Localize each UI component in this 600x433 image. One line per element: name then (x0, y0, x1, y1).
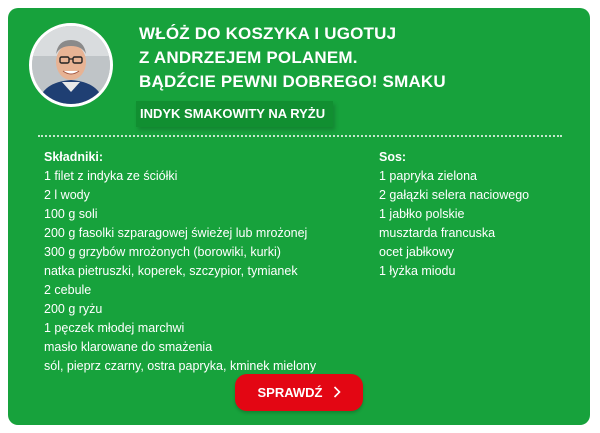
headline-line-1: WŁÓŻ DO KOSZYKA I UGOTUJ (139, 24, 397, 43)
chevron-right-icon (333, 386, 341, 400)
ingredient-item: 2 cebule (44, 283, 92, 297)
headline-line-2: Z ANDRZEJEM POLANEM. (139, 48, 358, 67)
sauce-item: ocet jabłkowy (379, 245, 455, 259)
ingredient-item: 200 g ryżu (44, 302, 103, 316)
headline-line-3: BĄDŹCIE PEWNI DOBREGO! SMAKU (139, 72, 446, 91)
ingredient-item: 100 g soli (44, 207, 98, 221)
check-button[interactable] (235, 374, 363, 411)
recipe-card (8, 8, 590, 425)
sauce-item: 1 łyżka miodu (379, 264, 456, 278)
sauce-item: 2 gałązki selera naciowego (379, 188, 530, 202)
ingredient-item: sól, pieprz czarny, ostra papryka, kminek mielony (44, 359, 317, 373)
sauce-item: 1 jabłko polskie (379, 207, 465, 221)
ingredient-item: 2 l wody (44, 188, 90, 202)
headline (139, 22, 579, 94)
sauce-title: Sos: (379, 150, 407, 164)
ingredient-item: natka pietruszki, koperek, szczypior, tymianek (44, 264, 298, 278)
recipe-subtitle: INDYK SMAKOWITY NA RYŻU (136, 101, 333, 127)
ingredient-item: 1 filet z indyka ze ściółki (44, 169, 178, 183)
ingredients-section (44, 148, 374, 376)
ingredient-item: masło klarowane do smażenia (44, 340, 213, 354)
sauce-item: musztarda francuska (379, 226, 496, 240)
dotted-divider (38, 135, 562, 137)
check-button-label: SPRAWDŹ (257, 385, 323, 400)
chef-portrait-icon (32, 26, 110, 104)
ingredients-title: Składniki: (44, 150, 104, 164)
ingredients-list (44, 167, 374, 376)
ingredient-item: 1 pęczek młodej marchwi (44, 321, 185, 335)
sauce-list (379, 167, 569, 281)
sauce-item: 1 papryka zielona (379, 169, 477, 183)
ingredient-item: 200 g fasolki szparagowej świeżej lub mrożonej (44, 226, 308, 240)
chef-avatar (29, 23, 113, 107)
sauce-section (379, 148, 569, 281)
ingredient-item: 300 g grzybów mrożonych (borowiki, kurki) (44, 245, 281, 259)
